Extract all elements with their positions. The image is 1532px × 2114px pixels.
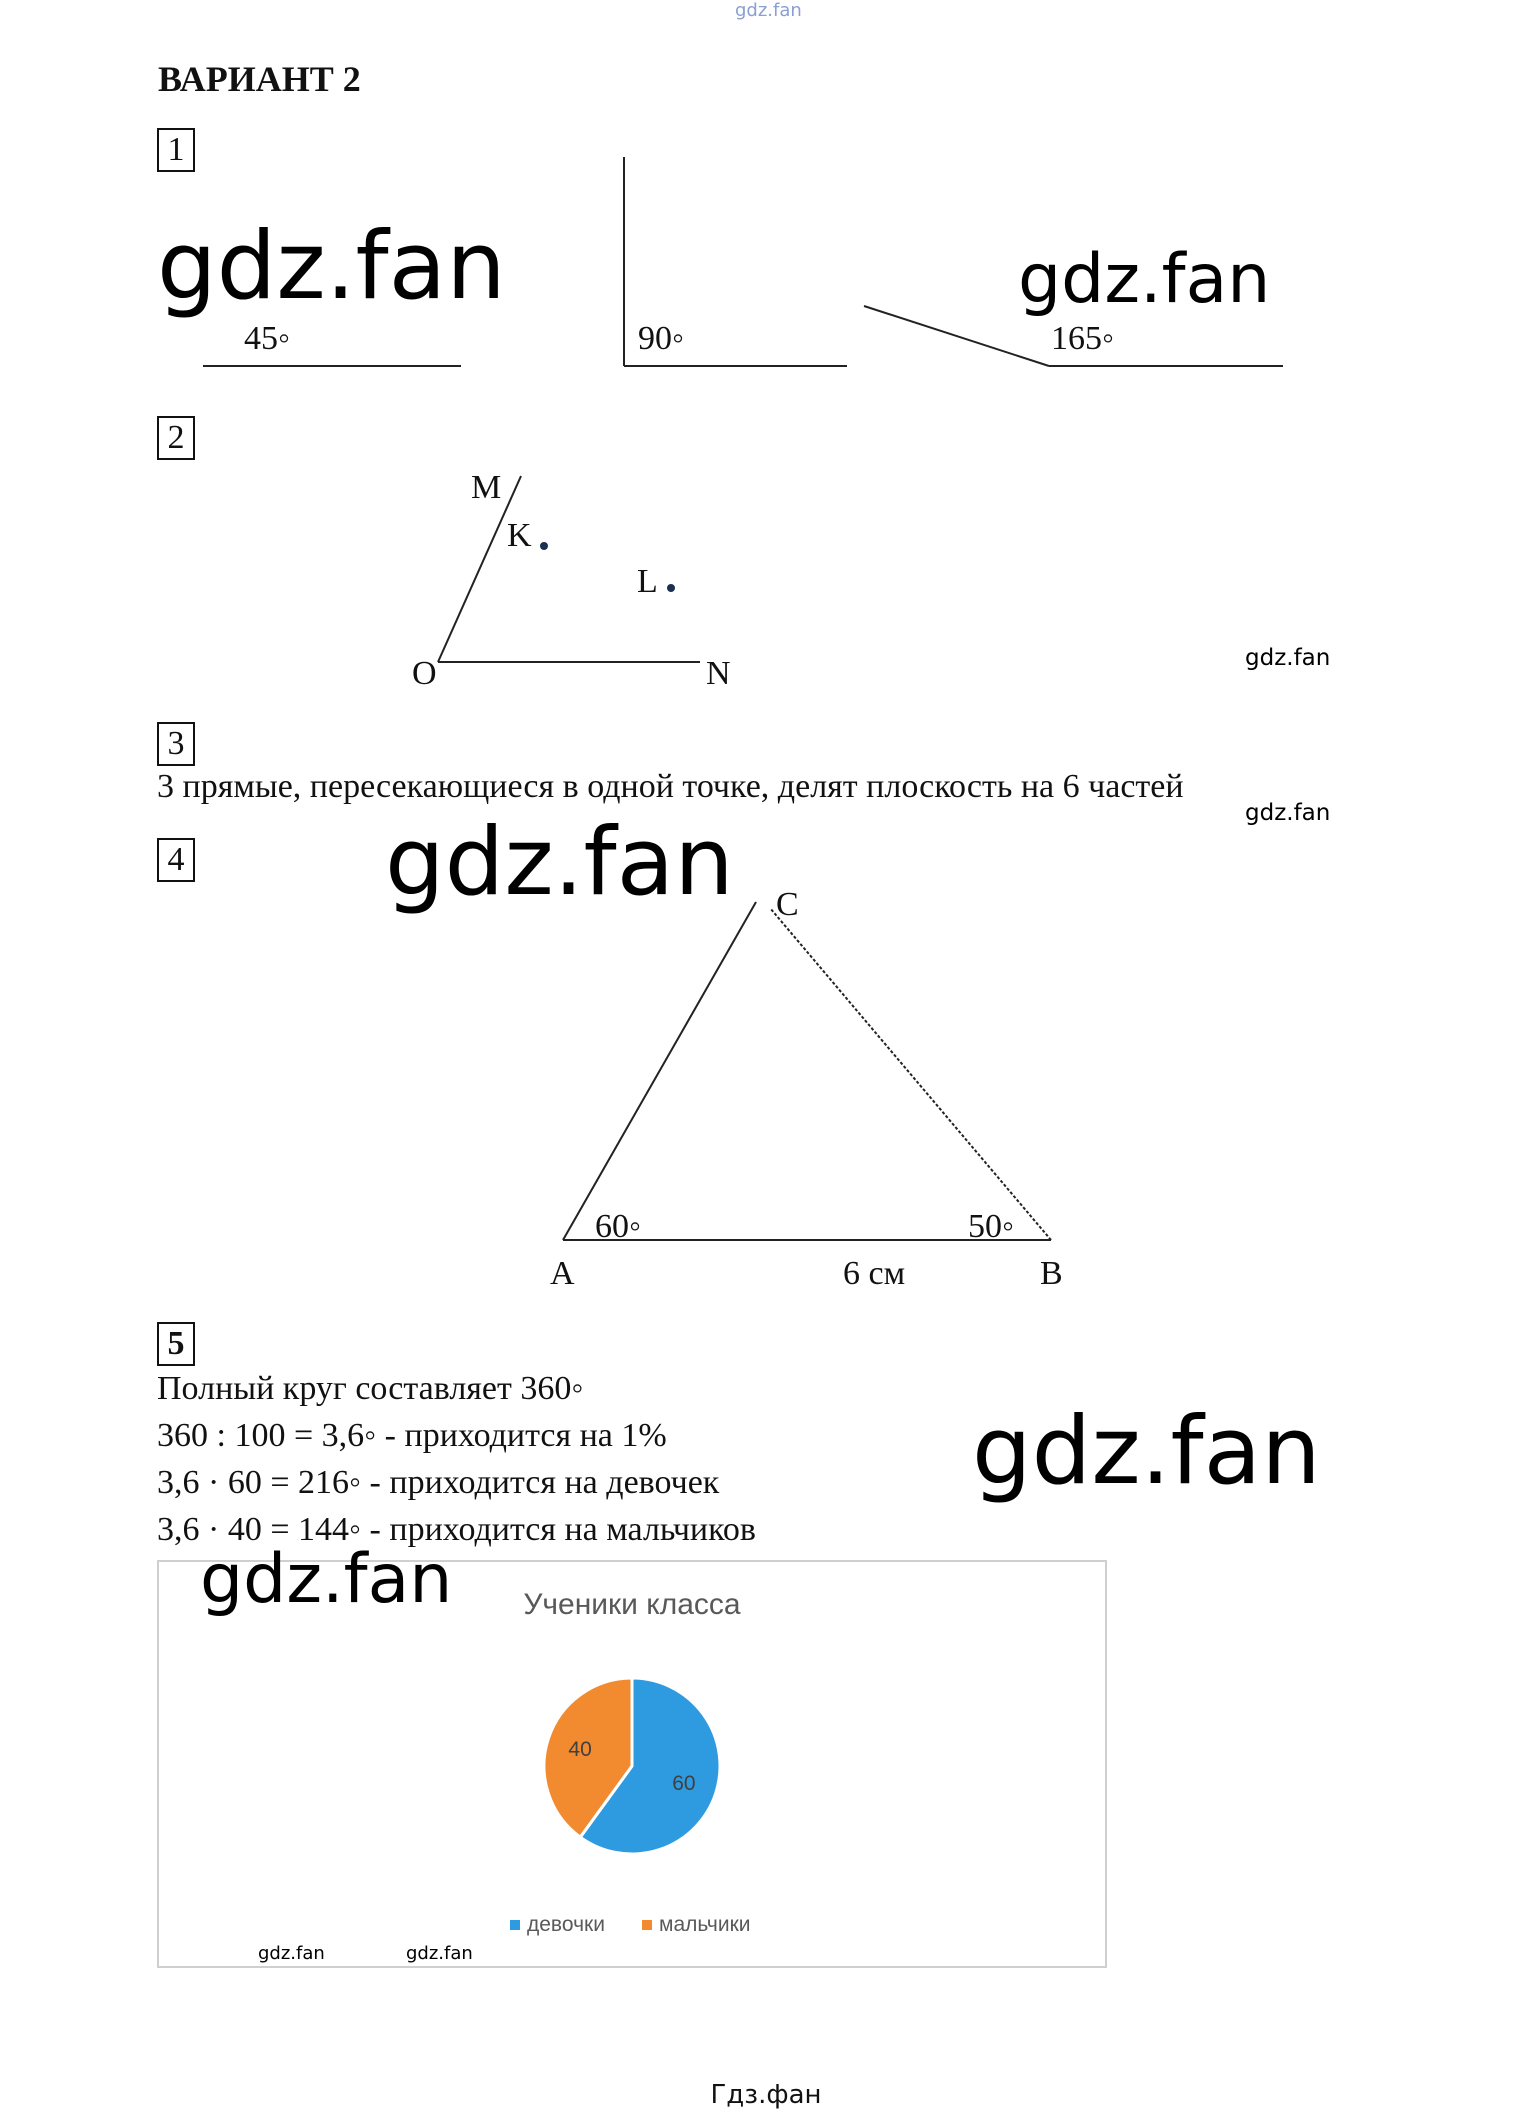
label-B: B (1040, 1255, 1063, 1292)
angle-90-label: 90◦ (638, 320, 685, 357)
watermark-small-1: gdz.fan (1245, 645, 1331, 671)
watermark-chart-small-1: gdz.fan (258, 1943, 325, 1964)
task-number-3: 3 (157, 722, 195, 766)
label-A: A (550, 1255, 575, 1292)
legend-swatch (642, 1920, 652, 1930)
task-number-5: 5 (157, 1322, 195, 1366)
page-title: ВАРИАНТ 2 (158, 59, 361, 99)
header-watermark: gdz.fan (735, 0, 802, 21)
pie-data-label: 40 (568, 1738, 592, 1762)
watermark-large-3: gdz.fan (385, 808, 734, 917)
label-N: N (706, 655, 731, 692)
task-number-4: 4 (157, 838, 195, 882)
side-AB-length: 6 см (843, 1255, 906, 1292)
label-M: M (471, 469, 502, 506)
task-number-1: 1 (157, 128, 195, 172)
chart-title: Ученики класса (523, 1588, 741, 1621)
watermark-chart-small-2: gdz.fan (406, 1943, 473, 1964)
legend-swatch (510, 1920, 520, 1930)
task5-line-4: 3,6 · 40 = 144◦ - приходится на мальчиков (157, 1511, 756, 1548)
task-number-2: 2 (157, 416, 195, 460)
footer-text: Гдз.фан (710, 2080, 822, 2110)
label-C: C (776, 886, 799, 923)
watermark-large-4: gdz.fan (972, 1397, 1321, 1506)
watermark-large-2: gdz.fan (1018, 240, 1271, 319)
task3-text: 3 прямые, пересекающиеся в одной точке, делят плоскость на 6 частей (157, 768, 1184, 805)
task5-line-2: 360 : 100 = 3,6◦ - приходится на 1% (157, 1417, 667, 1454)
label-O: O (412, 655, 437, 692)
angle-45-label: 45◦ (244, 320, 291, 357)
pie-data-label: 60 (672, 1771, 696, 1795)
legend-label: девочки (527, 1913, 605, 1936)
legend-label: мальчики (659, 1913, 751, 1936)
task5-line-1: Полный круг составляет 360◦ (157, 1370, 584, 1407)
label-K: K (507, 517, 532, 554)
angle-A-label: 60◦ (595, 1208, 642, 1245)
watermark-small-2: gdz.fan (1245, 800, 1331, 826)
task5-line-3: 3,6 · 60 = 216◦ - приходится на девочек (157, 1464, 720, 1501)
angle-B-label: 50◦ (968, 1208, 1015, 1245)
watermark-large-5: gdz.fan (200, 1540, 453, 1619)
angle-165-label: 165◦ (1051, 320, 1115, 357)
watermark-large-1: gdz.fan (157, 212, 506, 321)
label-L: L (637, 563, 658, 600)
